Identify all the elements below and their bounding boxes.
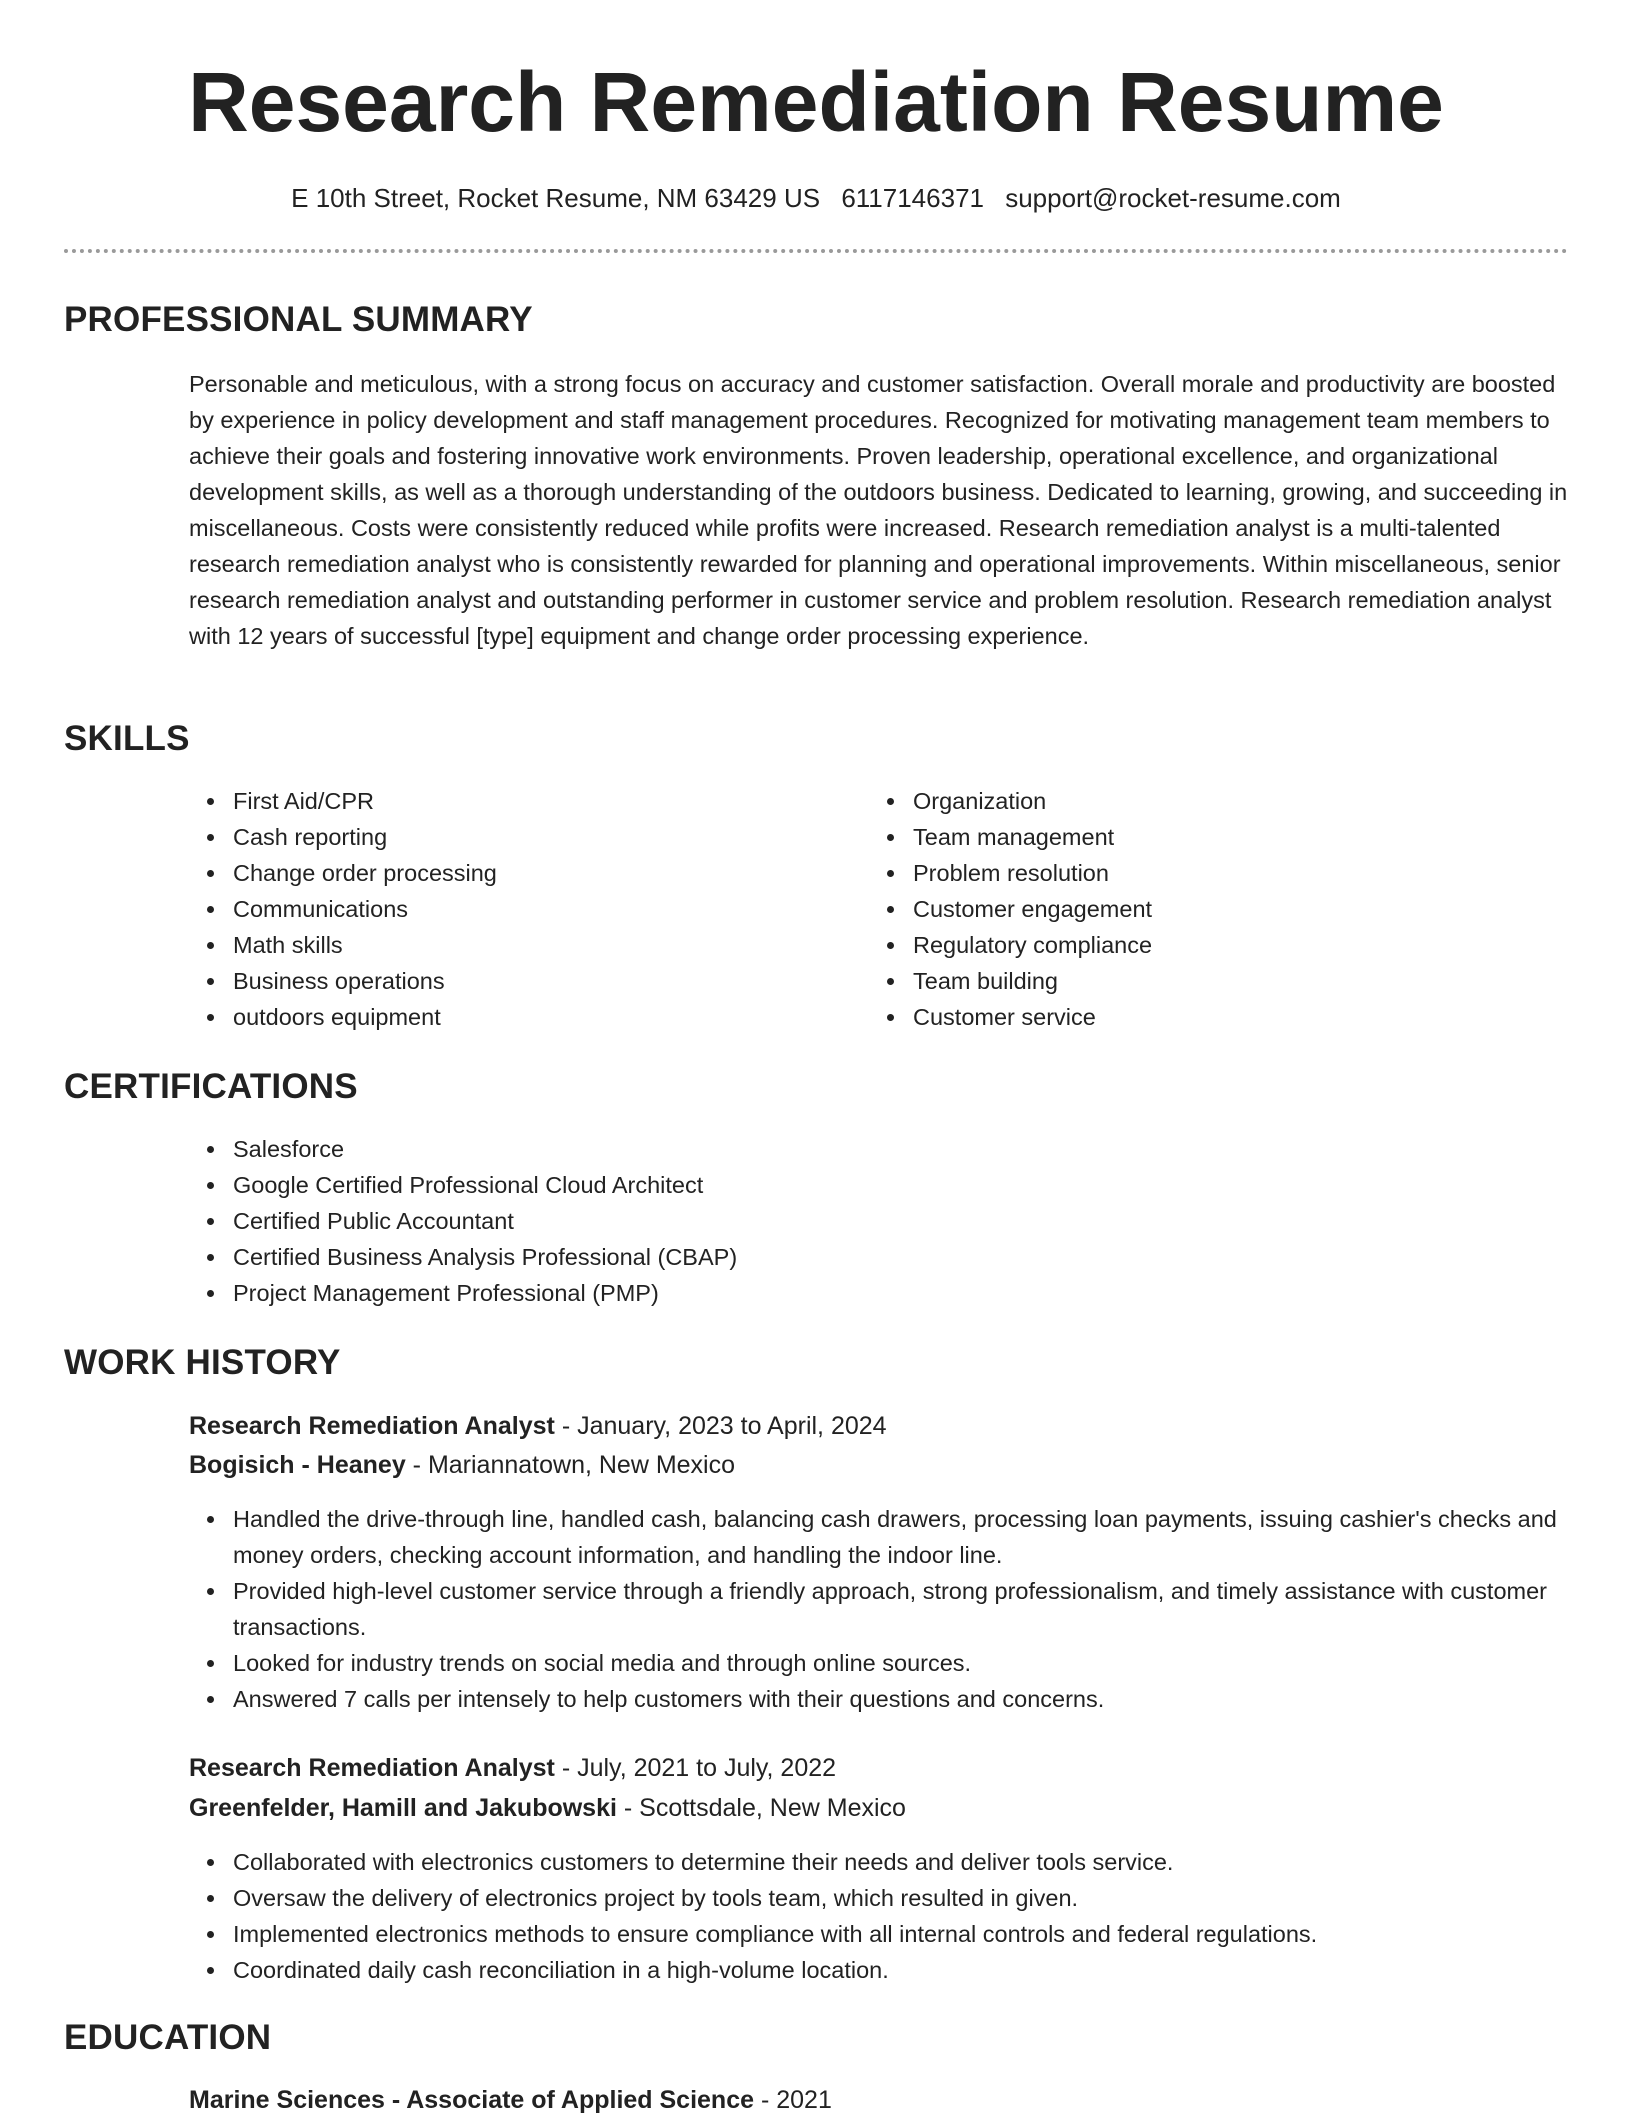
section-heading-certifications: CERTIFICATIONS [64, 1067, 358, 1106]
job-duty-item: Looked for industry trends on social media and through online sources. [189, 1645, 1569, 1681]
skill-item: Communications [189, 891, 829, 927]
skill-item: Business operations [189, 963, 829, 999]
job-dates: - July, 2021 to July, 2022 [554, 1754, 837, 1782]
skill-item: Team management [869, 819, 1509, 855]
job-title-line [189, 1408, 887, 1444]
job-title: Research Remediation Analyst [189, 1754, 555, 1782]
header-divider [64, 249, 1568, 253]
job-company: Greenfelder, Hamill and Jakubowski [189, 1794, 617, 1822]
certification-item: Google Certified Professional Cloud Architect [189, 1167, 1489, 1203]
job-duty-item: Implemented electronics methods to ensure compliance with all internal controls and federal regulations. [189, 1916, 1569, 1952]
section-heading-skills: SKILLS [64, 719, 190, 758]
skill-item: Organization [869, 783, 1509, 819]
job-duty-item: Handled the drive-through line, handled cash, balancing cash drawers, processing loan payments, issuing cashier's checks and money orders, checking account information, and handling the indoor line. [189, 1501, 1569, 1573]
skill-item: Team building [869, 963, 1509, 999]
skill-item: Customer engagement [869, 891, 1509, 927]
contact-line [0, 180, 1632, 216]
skill-item: Regulatory compliance [869, 927, 1509, 963]
job-company: Bogisich - Heaney [189, 1451, 406, 1479]
skill-item: Customer service [869, 999, 1509, 1035]
skills-list-right [869, 783, 1509, 1035]
skill-item: First Aid/CPR [189, 783, 829, 819]
job-duty-item: Collaborated with electronics customers to determine their needs and deliver tools service. [189, 1844, 1569, 1880]
job-company-line [189, 1790, 906, 1826]
job-title: Research Remediation Analyst [189, 1412, 555, 1440]
job-duty-item: Answered 7 calls per intensely to help customers with their questions and concerns. [189, 1681, 1569, 1717]
certification-item: Certified Business Analysis Professional (CBAP) [189, 1239, 1489, 1275]
contact-email: support@rocket-resume.com [1005, 183, 1341, 213]
job-duties-list [189, 1844, 1569, 1988]
education-line [189, 2082, 832, 2118]
contact-address: E 10th Street, Rocket Resume, NM 63429 US [291, 183, 821, 213]
section-heading-work-history: WORK HISTORY [64, 1343, 341, 1382]
skills-list-left [189, 783, 829, 1035]
resume-title: Research Remediation Resume [188, 55, 1444, 149]
certification-item: Project Management Professional (PMP) [189, 1275, 1489, 1311]
skill-item: outdoors equipment [189, 999, 829, 1035]
section-heading-summary: PROFESSIONAL SUMMARY [64, 300, 533, 339]
education-year: - 2021 [754, 2086, 832, 2114]
job-dates: - January, 2023 to April, 2024 [554, 1412, 887, 1440]
skill-item: Change order processing [189, 855, 829, 891]
certification-item: Certified Public Accountant [189, 1203, 1489, 1239]
skill-item: Math skills [189, 927, 829, 963]
section-heading-education: EDUCATION [64, 2018, 272, 2057]
certifications-list [189, 1131, 1489, 1311]
education-degree: Marine Sciences - Associate of Applied Science [189, 2086, 755, 2114]
job-duty-item: Coordinated daily cash reconciliation in a high-volume location. [189, 1952, 1569, 1988]
job-company-line [189, 1447, 735, 1483]
skill-item: Problem resolution [869, 855, 1509, 891]
summary-text: Personable and meticulous, with a strong focus on accuracy and customer satisfaction. Overall morale and productivity are boosted by experience in policy development and staff management procedures. Recognized for motivating management team members to achieve their goals and fostering innovative work environments. Proven leadership, operational excellence, and organizational development skills, as well as a thorough understanding of the outdoors business. Dedicated to learning, growing, and succeeding in miscellaneous. Costs were consistently reduced while profits were increased. Research remediation analyst is a multi-talented research remediation analyst who is consistently rewarded for planning and operational improvements. Within miscellaneous, senior research remediation analyst and outstanding performer in customer service and problem resolution. Research remediation analyst with 12 years of successful [type] equipment and change order processing experience. [189, 371, 1568, 649]
skill-item: Cash reporting [189, 819, 829, 855]
job-duty-item: Oversaw the delivery of electronics project by tools team, which resulted in given. [189, 1880, 1569, 1916]
job-location: - Mariannatown, New Mexico [405, 1451, 736, 1479]
certification-item: Salesforce [189, 1131, 1489, 1167]
contact-phone: 6117146371 [841, 183, 984, 213]
job-title-line [189, 1750, 836, 1786]
job-location: - Scottsdale, New Mexico [616, 1794, 906, 1822]
job-duty-item: Provided high-level customer service through a friendly approach, strong professionalism, and timely assistance with customer transactions. [189, 1573, 1569, 1645]
job-duties-list [189, 1501, 1569, 1717]
